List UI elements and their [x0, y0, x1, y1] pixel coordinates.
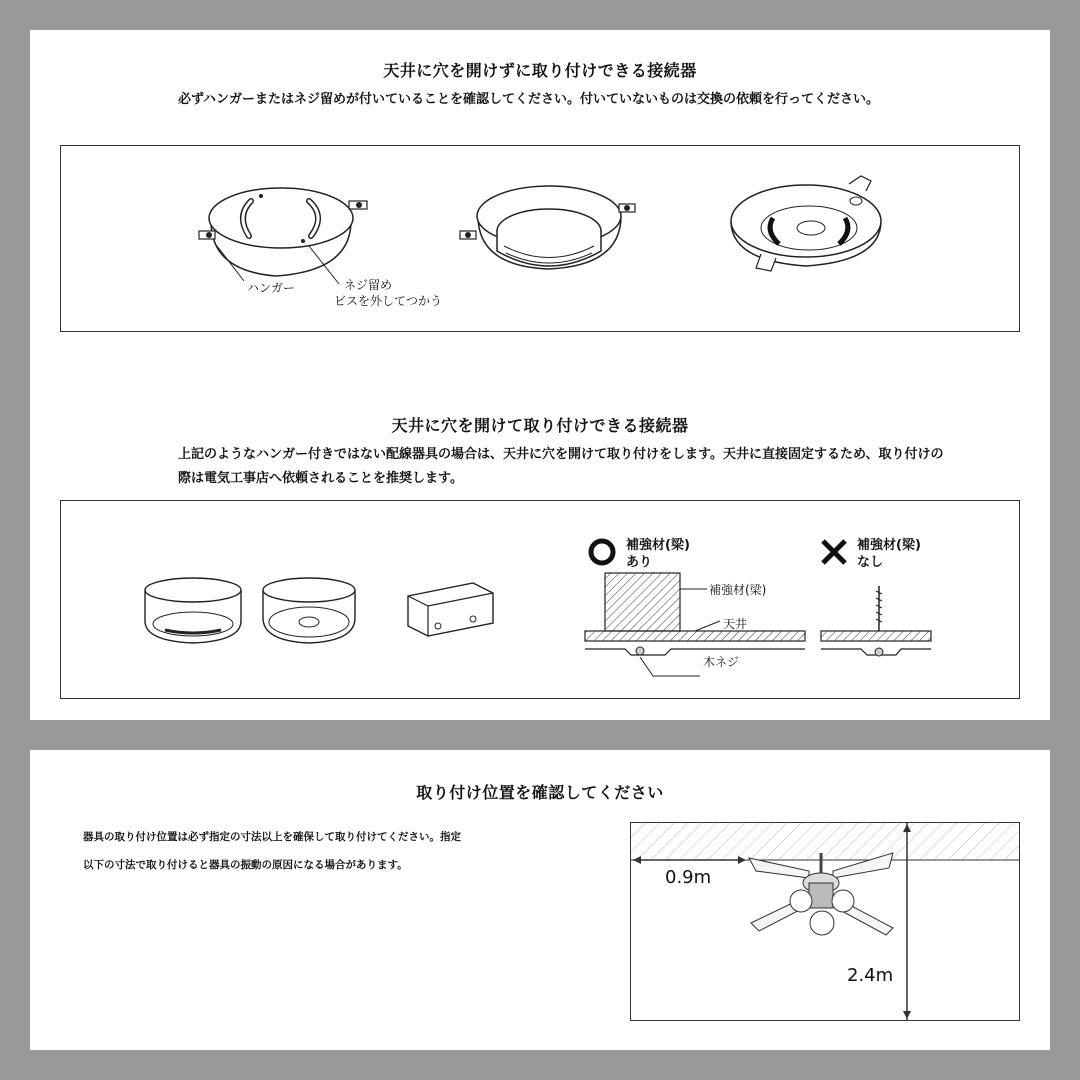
section1-title: 天井に穴を開けずに取り付けできる接続器 [383, 61, 697, 80]
ceiling-callout: 天井 [723, 617, 748, 631]
ok-label-line2: あり [626, 555, 653, 570]
screw-label-line2: ビスを外してつかう [334, 294, 443, 308]
ok-circle-icon [587, 537, 617, 567]
top-panel [30, 30, 1050, 720]
section2-text: 上記のようなハンガー付きではない配線器具の場合は、天井に穴を開けて取り付けをします。天井に直接固定するため、取り付けの際は電気工事店へ依頼されることを推奨します。 [178, 447, 944, 486]
wood-screw-callout: 木ネジ [703, 655, 740, 669]
bottom-panel [30, 750, 1050, 1050]
ok-label-line1: 補強材(梁) [626, 538, 690, 553]
connector-illustrations-with-hole [60, 500, 1020, 699]
round-rosette-illustrations [143, 576, 373, 656]
dim-vertical-label: 2.4m [847, 965, 894, 986]
screw-label-line1: ネジ留め [344, 278, 393, 292]
junction-box-illustration [403, 581, 503, 641]
section3-text-line2: 以下の寸法で取り付けると器具の振動の原因になる場合があります。 [83, 859, 408, 871]
ceiling-fan-dimension-drawing [631, 823, 1019, 1020]
section3-title: 取り付け位置を確認してください [416, 783, 664, 802]
connector-illustrations-no-hole [60, 145, 1020, 332]
section2-title: 天井に穴を開けて取り付けできる接続器 [391, 416, 689, 435]
mounting-position-diagram [630, 822, 1020, 1021]
ng-label-line2: なし [857, 555, 884, 570]
latch-connector-illustration [721, 176, 901, 276]
ring-connector-illustration [456, 181, 646, 291]
dim-horizontal-label: 0.9m [665, 867, 712, 888]
section1-text: 必ずハンガーまたはネジ留めが付いていることを確認してください。付いていないものは交換の依頼を行ってください。 [178, 92, 879, 107]
ok-beam-diagram [585, 573, 805, 683]
ng-label-line1: 補強材(梁) [857, 538, 921, 553]
ng-cross-icon [819, 537, 849, 567]
ng-ceiling-diagram [821, 586, 931, 666]
beam-callout: 補強材(梁) [709, 583, 767, 597]
hanger-label: ハンガー [247, 281, 296, 295]
section3-text-line1: 器具の取り付け位置は必ず指定の寸法以上を確保して取り付けてください。指定 [83, 831, 461, 843]
ceiling-fan-icon [749, 853, 893, 935]
